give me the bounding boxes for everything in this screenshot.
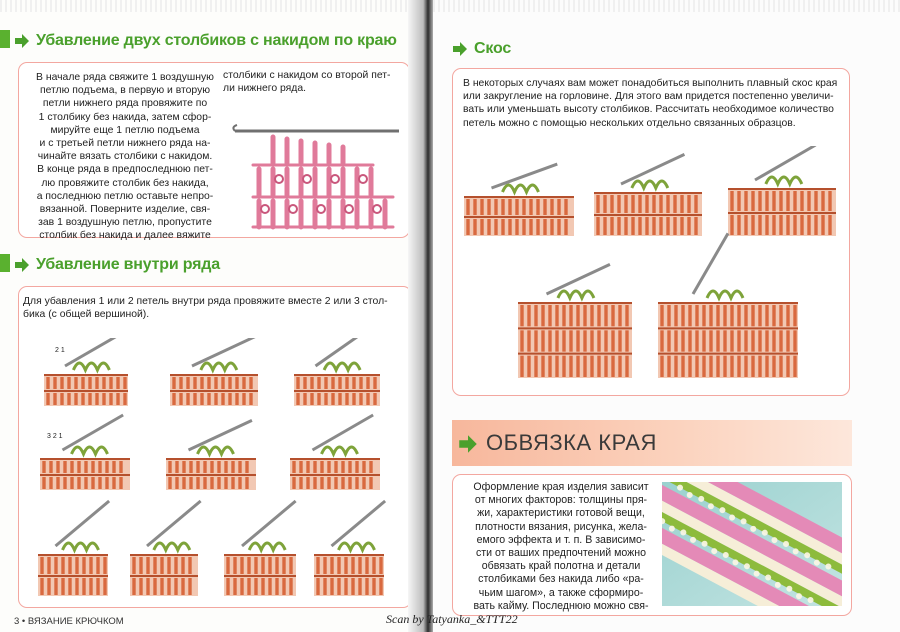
yarn-loops <box>707 291 743 298</box>
crochet-hook <box>332 501 386 546</box>
text-line: зав 1 воздушную петлю, пропустите <box>38 217 212 229</box>
text-line: вать или уменьшать высоту столбиков. Рассчитать необходимое количество <box>463 104 834 116</box>
page-edge-texture <box>0 0 425 12</box>
crochet-hook <box>147 501 201 546</box>
crochet-hook <box>621 154 684 184</box>
text-line: петли нижнего ряда провяжите по <box>42 98 208 110</box>
crochet-hook <box>313 415 374 450</box>
yarn-loops <box>503 185 539 192</box>
text-line: емого эффекта и т. п. В зависимо- <box>476 533 646 546</box>
stitch-swatch <box>166 420 256 490</box>
text-line: 1 столбику без накида, затем сфор- <box>38 111 212 123</box>
step-marks-row-2: 3 2 1 <box>47 433 63 440</box>
text-line: обвязать край полотна и детали <box>481 560 641 573</box>
instruction-text-continued <box>223 69 403 95</box>
yarn-loops <box>73 363 109 370</box>
text-line: лю провяжите столбик без накида, <box>41 177 209 189</box>
section-title: Скос <box>474 40 512 57</box>
crochet-hook <box>547 264 610 294</box>
stitch-swatch <box>290 415 380 490</box>
stitch-swatch <box>314 501 385 596</box>
stitch-swatch <box>464 164 574 236</box>
stitch-swatch <box>518 264 632 378</box>
text-line: жи, характеристики готовой вещи, <box>477 507 645 520</box>
yarn-loops <box>558 291 594 298</box>
text-line: от многих факторов: толщины пря- <box>474 494 648 507</box>
instruction-text <box>461 481 661 613</box>
section-title-edging: ОБВЯЗКА КРАЯ <box>486 430 657 455</box>
stitch-swatch <box>44 338 128 406</box>
crochet-hook <box>65 338 126 366</box>
scan-credit: Scan by Tatyanka_&TTT22 <box>386 612 518 626</box>
yarn-loops <box>766 177 802 184</box>
text-line: вязанной. Поверните изделие, свя- <box>39 204 211 216</box>
text-line: бика (с общей вершиной). <box>23 309 150 321</box>
crochet-hook <box>192 338 255 366</box>
edge-decrease-box <box>18 62 410 242</box>
text-line: ли нижнего ряда. <box>223 83 307 95</box>
crochet-hook <box>189 420 252 450</box>
yarn-loops <box>324 363 360 370</box>
section-heading-edge-decrease <box>14 32 397 50</box>
text-line: петель можно с помощью нескольких отдельно связанных образцов. <box>463 117 796 129</box>
yarn-loops <box>154 543 190 550</box>
section-heading-inside-decrease <box>14 256 220 274</box>
crochet-hook <box>693 233 728 294</box>
section-heading-slope <box>452 40 511 58</box>
text-line: или закругление на горловине. Для этого вам придется постепенно увеличи- <box>463 91 834 103</box>
arrow-right-icon <box>14 257 30 273</box>
yarn-loops <box>249 543 285 550</box>
stitch-swatch <box>130 501 201 596</box>
yarn-loops <box>322 447 358 454</box>
yarn-loops <box>632 181 668 188</box>
step-marks-row-1: 2 1 <box>55 347 65 354</box>
text-line: Для убавления 1 или 2 петель внутри ряда провяжите вместе 2 или 3 стол- <box>23 296 388 307</box>
yarn-loops <box>198 447 234 454</box>
text-line: В конце ряда в предпоследнюю пет- <box>37 164 213 176</box>
arrow-right-icon <box>458 434 478 454</box>
instruction-text <box>23 295 407 321</box>
crochet-hook <box>63 415 124 450</box>
text-line: В некоторых случаях вам может понадобиться выполнить плавный скос края <box>463 78 838 89</box>
inside-decrease-swatches <box>38 338 410 604</box>
crochet-hook <box>492 164 558 188</box>
crochet-hook <box>242 501 296 546</box>
text-line: плотности вязания, рисунка, жела- <box>475 520 647 533</box>
stitch-swatch <box>594 154 702 236</box>
text-line: столбик без накида и далее вяжите <box>39 230 211 242</box>
crochet-hook <box>755 146 816 180</box>
text-line: сти от ваших предпочтений можно <box>475 547 647 560</box>
text-line: чинайте вязать столбики с накидом. <box>37 151 213 163</box>
stitch-swatch <box>658 233 798 378</box>
text-line: мируйте еще 1 петлю подъема <box>50 124 200 136</box>
instruction-text <box>463 77 843 130</box>
section-marker-bar <box>0 30 10 48</box>
text-line: петлю подъема, в первую и вторую <box>39 85 211 97</box>
text-line: и с третьей петли нижнего ряда на- <box>39 138 211 150</box>
text-line: В начале ряда свяжите 1 воздушную <box>36 72 214 83</box>
text-line: столбиками без накида либо «ра- <box>478 573 644 586</box>
arrow-right-icon <box>14 33 30 49</box>
text-line: Оформление края изделия зависит <box>473 481 649 493</box>
stitch-swatch <box>40 415 130 490</box>
stitch-swatch <box>224 501 296 596</box>
slope-swatches <box>460 146 848 386</box>
page-footer: 3 • ВЯЗАНИЕ КРЮЧКОМ <box>14 616 124 627</box>
text-line: столбики с накидом со второй пет- <box>223 70 391 81</box>
arrow-right-icon <box>452 41 468 57</box>
stitch-swatch <box>294 338 380 406</box>
section-title: Убавление внутри ряда <box>36 256 220 273</box>
yarn-loops <box>63 543 99 550</box>
section-marker-bar <box>0 254 10 272</box>
section-title: Убавление двух столбиков с накидом по краю <box>36 32 397 49</box>
yarn-loops <box>72 447 108 454</box>
pink-stitch-diagram <box>229 109 405 233</box>
crochet-hook <box>316 338 373 366</box>
instruction-text <box>25 71 225 243</box>
left-page <box>0 0 425 632</box>
yarn-loops <box>201 363 237 370</box>
stitch-swatch <box>728 146 836 236</box>
text-line: вать кайму. Последнюю можно свя- <box>473 599 649 612</box>
edging-photo <box>662 482 842 606</box>
stitch-swatch <box>38 501 109 596</box>
stitch-swatch <box>170 338 258 406</box>
page-edge-texture <box>433 0 900 12</box>
text-line: а последнюю петлю оставьте непро- <box>36 190 214 202</box>
crochet-hook <box>56 501 110 546</box>
text-line: чьим шагом», а также сформиро- <box>478 586 644 599</box>
yarn-loops <box>339 543 375 550</box>
